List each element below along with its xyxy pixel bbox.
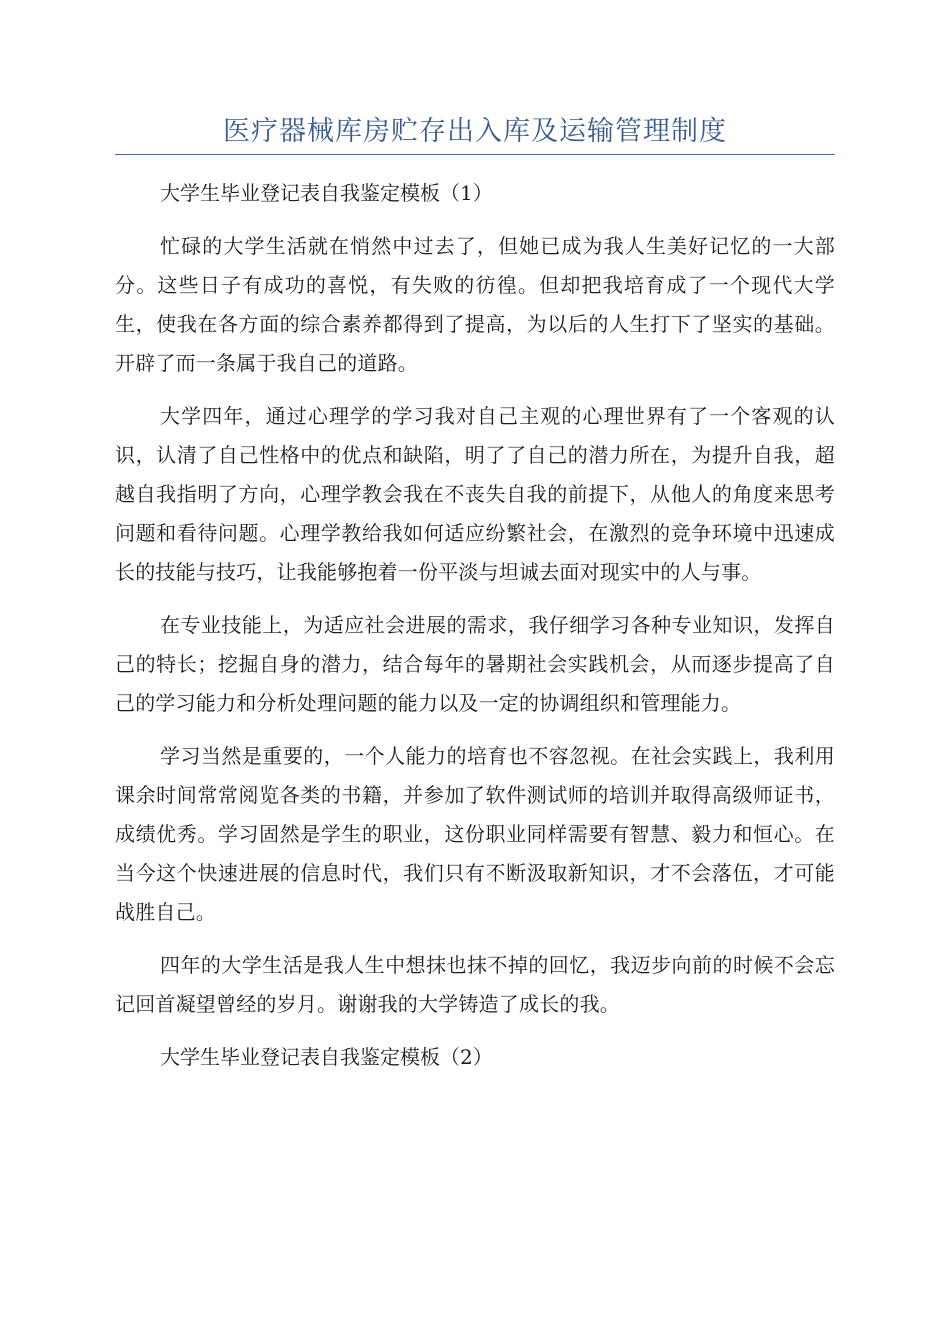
paragraph-3: 在专业技能上，为适应社会进展的需求，我仔细学习各种专业知识，发挥自己的特长；挖掘自身的潜力，结合每年的暑期社会实践机会，从而逐步提高了自己的学习能力和分析处理问题的能力以及一定的协调组织和管理能力。: [115, 613, 835, 715]
paragraph-5: 四年的大学生活是我人生中想抹也抹不掉的回忆，我迈步向前的时候不会忘记回首凝望曾经的岁月。谢谢我的大学铸造了成长的我。: [115, 953, 835, 1016]
section-heading-1: 大学生毕业登记表自我鉴定模板（1）: [160, 181, 493, 205]
title-divider: [115, 154, 835, 155]
document-title: 医疗器械库房贮存出入库及运输管理制度: [223, 116, 727, 147]
paragraph-1: 忙碌的大学生活就在悄然中过去了，但她已成为我人生美好记忆的一大部分。这些日子有成功的喜悦，有失败的彷徨。但却把我培育成了一个现代大学生，使我在各方面的综合素养都得到了提高，为以后的人生打下了坚实的基础。开辟了而一条属于我自己的道路。: [115, 234, 835, 375]
paragraph-2: 大学四年，通过心理学的学习我对自己主观的心理世界有了一个客观的认识，认清了自己性格中的优点和缺陷，明了了自己的潜力所在，为提升自我，超越自我指明了方向，心理学教会我在不丧失自我的前提下，从他人的角度来思考问题和看待问题。心理学教给我如何适应纷繁社会，在激烈的竞争环境中迅速成长的技能与技巧，让我能够抱着一份平淡与坦诚去面对现实中的人与事。: [115, 404, 835, 584]
document-body: [115, 174, 835, 1091]
section-heading-2: 大学生毕业登记表自我鉴定模板（2）: [160, 1045, 493, 1069]
paragraph-4: 学习当然是重要的，一个人能力的培育也不容忽视。在社会实践上，我利用课余时间常常阅览各类的书籍，并参加了软件测试师的培训并取得高级师证书，成绩优秀。学习固然是学生的职业，这份职业同样需要有智慧、毅力和恒心。在当今这个快速进展的信息时代，我们只有不断汲取新知识，才不会落伍，才可能战胜自己。: [115, 744, 835, 924]
